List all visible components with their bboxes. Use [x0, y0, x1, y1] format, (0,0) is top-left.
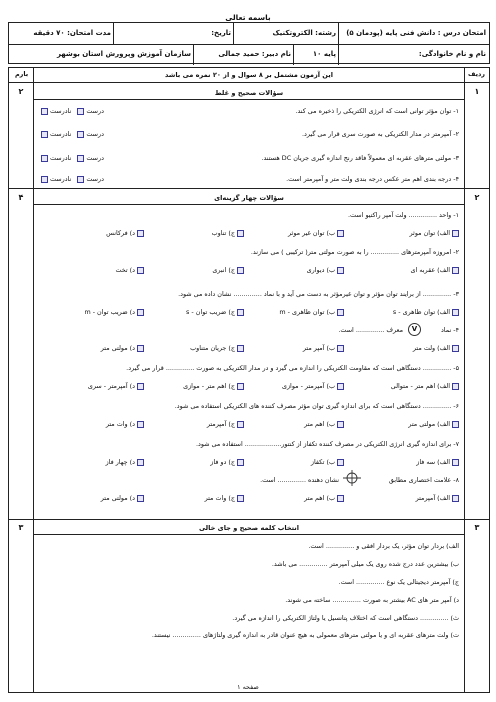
- checkbox-icon[interactable]: [237, 421, 244, 428]
- mc-option: الف) ولت متر: [413, 344, 459, 354]
- mc-option: الف) سه فاز: [416, 458, 459, 468]
- checkbox-icon[interactable]: [137, 459, 144, 466]
- mc-question-4-prefix: ۴- نماد: [440, 326, 459, 334]
- checkbox-icon[interactable]: [452, 383, 459, 390]
- checkbox-icon[interactable]: [137, 421, 144, 428]
- fill-question-6: ت) ولت مترهای عقربه ای و یا مولتی مترهای معمولی به هیچ عنوان قادر به اندازه گیری ولتاژهای .............. نیستند.: [151, 631, 459, 639]
- mc-question-7: ۷- برای اندازه گیری انرژی الکتریکی در مصرف کننده تکفاز از کنتور.................. استفاده می شود.: [195, 440, 459, 448]
- checkbox-icon[interactable]: [337, 421, 344, 428]
- section-1-score: ۲: [18, 87, 24, 96]
- checkbox-icon[interactable]: [137, 345, 144, 352]
- mc-question-8-suffix: نشان دهنده .............. است.: [260, 476, 339, 484]
- checkbox-icon[interactable]: [77, 176, 84, 183]
- header-row-2: [9, 44, 489, 65]
- checkbox-icon[interactable]: [77, 131, 84, 138]
- tf-question-3: ۳- مولتی مترهای عقربه ای معمولاً فاقد رنج اندازه گیری جریان DC هستند.: [261, 154, 459, 162]
- checkbox-icon[interactable]: [337, 495, 344, 502]
- page-number: صفحه ۱: [237, 683, 259, 691]
- fill-question-1: الف) بردار توان مؤثر، یک بردار افقی و .............. است.: [308, 542, 459, 550]
- checkbox-icon[interactable]: [452, 345, 459, 352]
- question-grid: [8, 67, 490, 693]
- exam-note: این آزمون مشتمل بر ۸ سوال و از ۲۰ نمره می باشد: [165, 71, 333, 79]
- mc-option: ب) دیواری: [307, 266, 344, 276]
- mc-option: د) فرکانس: [106, 229, 144, 239]
- checkbox-icon[interactable]: [237, 459, 244, 466]
- exam-course: امتحان درس : دانش فنی پایه (پودمان ۵): [346, 29, 486, 37]
- mc-option: الف) عقربه ای: [411, 266, 459, 276]
- tf-question-1: ۱- توان مؤثر توانی است که انرژی الکتریکی را ذخیره می کند.: [295, 107, 459, 115]
- top-title: باسمه تعالی: [225, 13, 271, 22]
- mc-question-1: ۱- واحد .............. ولت آمپر راکتیو است.: [348, 211, 459, 219]
- checkbox-icon[interactable]: [41, 155, 48, 162]
- exam-grade: پایه ۱۰: [312, 50, 336, 58]
- mc-question-2: ۲- امروزه آمپرمترهای .............. را به صورت مولتی متر( ترکیبی ) می سازند.: [250, 248, 459, 256]
- checkbox-icon[interactable]: [337, 459, 344, 466]
- mc-option: الف) مولتی متر: [408, 420, 459, 430]
- section-2-title: سؤالات چهار گزینه‌ای: [214, 194, 284, 202]
- mc-option: د) آمپرمتر - سری: [88, 382, 144, 392]
- mc-option: ج) آمپرمتر: [207, 420, 244, 430]
- mc-option: ب) اهم متر: [304, 420, 344, 430]
- mc-option: ب) آمپر متر: [303, 344, 344, 354]
- exam-date: تاریخ:: [211, 29, 231, 37]
- section-3-title: انتخاب کلمه صحیح و جای خالی: [198, 524, 300, 532]
- mc-question-5: ۵- .............. دستگاهی است که مقاومت الکتریکی را اندازه می گیرد و در مدار الکتریکی به صورت .............. قرار می گیرد.: [126, 364, 459, 372]
- mc-option: ب) اهم متر: [304, 494, 344, 504]
- fill-question-4: د) آمپر متر های AC بیشتر به صورت .............. ساخته می شوند.: [285, 596, 459, 604]
- checkbox-icon[interactable]: [237, 309, 244, 316]
- section-2-number: ۲: [474, 193, 480, 202]
- mc-option: ج) تناوب: [212, 229, 244, 239]
- student-name: نام و نام خانوادگی:: [418, 50, 486, 58]
- mc-option: ج) دو فاز: [210, 458, 244, 468]
- checkbox-icon[interactable]: [237, 383, 244, 390]
- checkbox-icon[interactable]: [452, 421, 459, 428]
- tf-options-4: درست نادرست: [41, 175, 104, 183]
- mc-option: ب) تکفاز: [311, 458, 344, 468]
- row-label: ردیف: [468, 70, 485, 78]
- mc-option: ج) وات متر: [205, 494, 244, 504]
- mc-option: د) چهار فاز: [106, 458, 144, 468]
- tf-options-1: درست نادرست: [41, 107, 104, 115]
- checkbox-icon[interactable]: [237, 345, 244, 352]
- mc-option: د) مولتی متر: [101, 494, 144, 504]
- mc-option: ب) توان غیر موثر: [288, 229, 344, 239]
- section-1-title: سؤالات صحیح و غلط: [214, 89, 284, 97]
- mc-option: د) ضریب توان - m: [84, 308, 144, 318]
- tf-question-2: ۲- آمپرمتر در مدار الکتریکی به صورت سری قرار می گیرد.: [302, 130, 459, 138]
- tf-options-2: درست نادرست: [41, 130, 104, 138]
- row-number-column: [464, 68, 489, 692]
- mc-option: ج) انبری: [212, 266, 244, 276]
- fill-question-2: ب) بیشترین عدد درج شده روی یک میلی آمپرمتر .............. می باشد.: [271, 560, 459, 568]
- checkbox-icon[interactable]: [452, 495, 459, 502]
- checkbox-icon[interactable]: [77, 108, 84, 115]
- section-1-number: ۱: [474, 87, 480, 96]
- header-row-1: [9, 23, 489, 45]
- checkbox-icon[interactable]: [337, 345, 344, 352]
- checkbox-icon[interactable]: [237, 495, 244, 502]
- checkbox-icon[interactable]: [137, 495, 144, 502]
- section-2-score: ۴: [18, 193, 24, 202]
- checkbox-icon[interactable]: [452, 459, 459, 466]
- checkbox-icon[interactable]: [41, 108, 48, 115]
- mc-option: الف) آمپرمتر: [416, 494, 459, 504]
- checkbox-icon[interactable]: [452, 267, 459, 274]
- mc-option: د) مولتی متر: [101, 344, 144, 354]
- section-3-score: ۳: [18, 523, 24, 532]
- score-column: [9, 68, 34, 692]
- checkbox-icon[interactable]: [237, 267, 244, 274]
- mc-option: الف) توان ظاهری - s: [393, 308, 459, 318]
- teacher-name: نام دبیر: حمید جمالی: [218, 50, 291, 58]
- mc-option: الف) توان موثر: [410, 229, 459, 239]
- tf-question-4: ۴- درجه بندی اهم متر عکس درجه بندی ولت متر و آمپرمتر است.: [286, 175, 459, 183]
- checkbox-icon[interactable]: [337, 383, 344, 390]
- mc-option: ج) ضریب توان - s: [186, 308, 244, 318]
- wattmeter-symbol-icon: [343, 470, 361, 486]
- mc-option: د) وات متر: [106, 420, 144, 430]
- checkbox-icon[interactable]: [41, 131, 48, 138]
- checkbox-icon[interactable]: [137, 383, 144, 390]
- voltmeter-symbol-icon: V: [408, 323, 421, 336]
- checkbox-icon[interactable]: [77, 155, 84, 162]
- fill-question-3: ج) آمپرمتر دیجیتالی یک نوع .............. است.: [338, 578, 459, 586]
- fill-question-5: ث) .............. دستگاهی است که اختلاف پتانسیل یا ولتاژ الکتریکی را اندازه می گیرد.: [232, 614, 459, 622]
- checkbox-icon[interactable]: [337, 267, 344, 274]
- checkbox-icon[interactable]: [337, 309, 344, 316]
- exam-duration: مدت امتحان: ۷۰ دقیقه: [33, 29, 111, 37]
- mc-option: د) تخت: [115, 266, 144, 276]
- mc-question-3: ۳- .............. از برایند توان مؤثر و توان غیرمؤثر به دست می آید و با نماد .............. نشان داده می شود.: [178, 290, 459, 298]
- tf-options-3: درست نادرست: [41, 154, 104, 162]
- checkbox-icon[interactable]: [41, 176, 48, 183]
- checkbox-icon[interactable]: [452, 309, 459, 316]
- section-3-number: ۳: [474, 523, 480, 532]
- mc-option: ب) آمپرمتر - موازی: [282, 382, 344, 392]
- checkbox-icon[interactable]: [137, 267, 144, 274]
- score-label: بارم: [15, 70, 29, 78]
- mc-question-4-suffix: معرف .............. است.: [338, 326, 403, 334]
- checkbox-icon[interactable]: [137, 230, 144, 237]
- mc-option: الف) اهم متر - متوالی: [391, 382, 459, 392]
- mc-question-8-prefix: ۸- علامت اختصاری مطابق: [388, 476, 459, 484]
- checkbox-icon[interactable]: [137, 309, 144, 316]
- checkbox-icon[interactable]: [237, 230, 244, 237]
- checkbox-icon[interactable]: [337, 230, 344, 237]
- exam-header: [8, 22, 490, 64]
- exam-field: رشته: الکتروتکنیک: [272, 29, 336, 37]
- mc-option: ج) اهم متر - موازی: [183, 382, 244, 392]
- organization: سازمان آموزش وپرورش استان بوشهر: [56, 50, 191, 58]
- mc-question-6: ۶- .............. دستگاهی است که برای اندازه گیری توان مؤثر مصرف کننده های الکتریکی استفاده می شود.: [174, 402, 459, 410]
- mc-option: ب) توان ظاهری - m: [279, 308, 344, 318]
- mc-option: ج) جریان متناوب: [190, 344, 244, 354]
- checkbox-icon[interactable]: [452, 230, 459, 237]
